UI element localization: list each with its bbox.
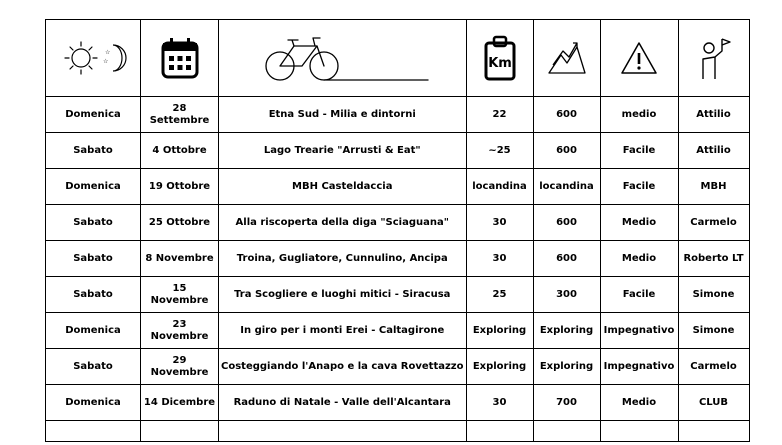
cell-date: 15 Novembre: [141, 277, 219, 313]
svg-text:☆: ☆: [105, 49, 111, 56]
header-cell-day: [46, 20, 141, 97]
cell-date: 4 Ottobre: [141, 133, 219, 169]
table-row: [46, 349, 750, 385]
calendar-icon: [159, 35, 201, 81]
cell-guide: Attilio: [678, 97, 749, 133]
cell-day: Sabato: [46, 241, 141, 277]
cell-guide: Roberto LT: [678, 241, 749, 277]
cell-guide: CLUB: [678, 385, 749, 421]
header-cell-difficulty: [600, 20, 678, 97]
cell-elevation: 600: [533, 133, 600, 169]
cell-date: 29 Novembre: [141, 349, 219, 385]
cell-guide: Attilio: [678, 133, 749, 169]
cell-difficulty: Facile: [600, 277, 678, 313]
cell-km: 22: [466, 97, 533, 133]
cell-empty: [600, 421, 678, 442]
cell-title: In giro per i monti Erei - Caltagirone: [219, 313, 467, 349]
cell-difficulty: Medio: [600, 385, 678, 421]
bicycle-icon: [222, 30, 462, 86]
cell-elevation: 300: [533, 277, 600, 313]
cell-difficulty: Impegnativo: [600, 349, 678, 385]
cell-difficulty: medio: [600, 97, 678, 133]
cell-day: Sabato: [46, 133, 141, 169]
cell-km: Exploring: [466, 313, 533, 349]
distance-km-icon: [482, 33, 518, 83]
cell-title: Troina, Gugliatore, Cunnulino, Ancipa: [219, 241, 467, 277]
table-row: [46, 97, 750, 133]
cell-title: MBH Casteldaccia: [219, 169, 467, 205]
cell-empty: [533, 421, 600, 442]
cell-day: Domenica: [46, 97, 141, 133]
cell-date: 28 Settembre: [141, 97, 219, 133]
header-cell-date: [141, 20, 219, 97]
cell-guide: Simone: [678, 313, 749, 349]
cell-guide: Simone: [678, 277, 749, 313]
cell-km: 30: [466, 385, 533, 421]
table-row: [46, 277, 750, 313]
cell-guide: Carmelo: [678, 349, 749, 385]
cell-empty: [678, 421, 749, 442]
cell-km: ~25: [466, 133, 533, 169]
cell-day: Domenica: [46, 169, 141, 205]
header-cell-elevation: [533, 20, 600, 97]
cell-empty: [466, 421, 533, 442]
header-cell-guide: [678, 20, 749, 97]
cell-empty: [141, 421, 219, 442]
cell-elevation: 600: [533, 241, 600, 277]
svg-text:Km: Km: [487, 56, 512, 71]
cell-km: Exploring: [466, 349, 533, 385]
svg-text:☆: ☆: [103, 58, 109, 65]
table-row-partial: [46, 421, 750, 442]
cell-title: Costeggiando l'Anapo e la cava Rovettazzo: [219, 349, 467, 385]
cell-elevation: Exploring: [533, 349, 600, 385]
cell-date: 25 Ottobre: [141, 205, 219, 241]
table-row: [46, 241, 750, 277]
table-row: [46, 385, 750, 421]
cell-elevation: locandina: [533, 169, 600, 205]
cell-elevation: Exploring: [533, 313, 600, 349]
cell-elevation: 600: [533, 205, 600, 241]
cell-elevation: 600: [533, 97, 600, 133]
cell-title: Etna Sud - Milia e dintorni: [219, 97, 467, 133]
table-row: [46, 169, 750, 205]
day-night-icon: [51, 33, 135, 83]
header-cell-title: [219, 20, 467, 97]
header-cell-km: [466, 20, 533, 97]
cell-title: Raduno di Natale - Valle dell'Alcantara: [219, 385, 467, 421]
cell-km: 30: [466, 205, 533, 241]
cell-km: 25: [466, 277, 533, 313]
cell-date: 19 Ottobre: [141, 169, 219, 205]
cell-day: Domenica: [46, 313, 141, 349]
cell-title: Lago Trearie "Arrusti & Eat": [219, 133, 467, 169]
cell-elevation: 700: [533, 385, 600, 421]
guide-flag-icon: [694, 33, 734, 83]
difficulty-warning-icon: [619, 38, 659, 78]
cell-day: Sabato: [46, 205, 141, 241]
cell-difficulty: Facile: [600, 169, 678, 205]
cell-guide: Carmelo: [678, 205, 749, 241]
cell-km: locandina: [466, 169, 533, 205]
cell-empty: [46, 421, 141, 442]
cell-difficulty: Facile: [600, 133, 678, 169]
cell-km: 30: [466, 241, 533, 277]
cell-difficulty: Medio: [600, 205, 678, 241]
cell-day: Domenica: [46, 385, 141, 421]
cell-difficulty: Impegnativo: [600, 313, 678, 349]
header-row: [46, 20, 750, 97]
cell-guide: MBH: [678, 169, 749, 205]
cell-date: 23 Novembre: [141, 313, 219, 349]
elevation-icon: [545, 35, 589, 81]
table-row: [46, 205, 750, 241]
cell-title: Tra Scogliere e luoghi mitici - Siracusa: [219, 277, 467, 313]
cell-title: Alla riscoperta della diga "Sciaguana": [219, 205, 467, 241]
cell-empty: [219, 421, 467, 442]
cell-day: Sabato: [46, 277, 141, 313]
cell-difficulty: Medio: [600, 241, 678, 277]
cell-day: Sabato: [46, 349, 141, 385]
cell-date: 8 Novembre: [141, 241, 219, 277]
table-row: [46, 313, 750, 349]
cell-date: 14 Dicembre: [141, 385, 219, 421]
schedule-table: [45, 19, 750, 442]
table-row: [46, 133, 750, 169]
